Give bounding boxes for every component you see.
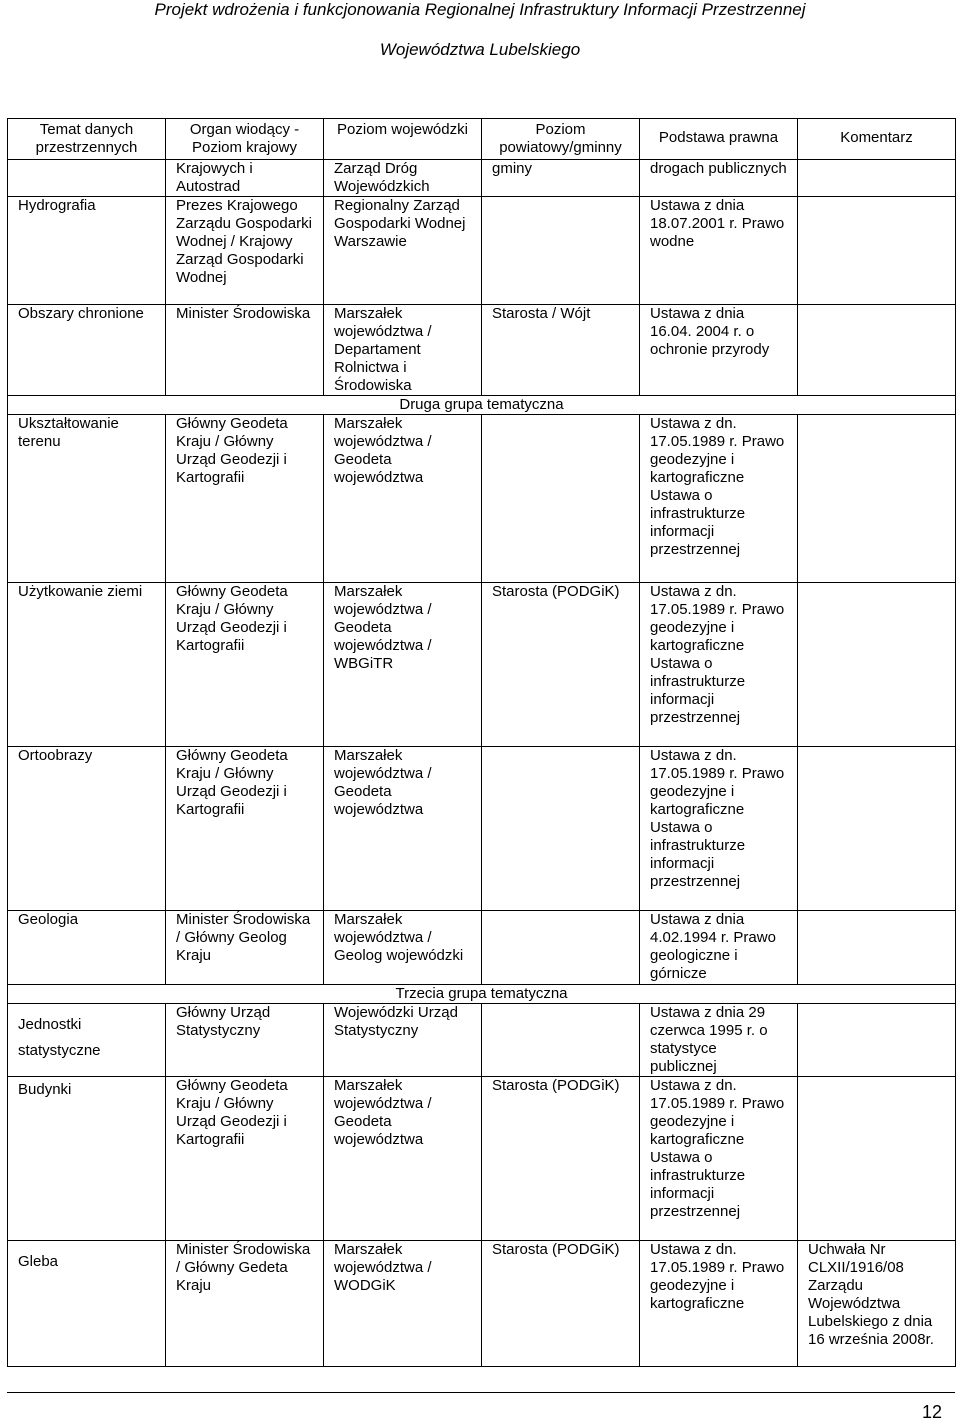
cell-temat: Jednostki statystyczne: [8, 1004, 166, 1077]
cell-wojewodzki: Marszałek województwa / Geodeta województwa: [324, 1077, 482, 1241]
cell-powiatowy: [482, 1004, 640, 1077]
cell-podstawa: Ustawa z dn. 17.05.1989 r. Prawo geodezyjne i kartograficzne Ustawa o infrastrukturze informacji przestrzennej: [640, 747, 798, 911]
cell-komentarz: [798, 415, 956, 583]
cell-podstawa: Ustawa z dnia 16.04. 2004 r. o ochronie przyrody: [640, 305, 798, 396]
cell-wojewodzki: Marszałek województwa / Geodeta województwa: [324, 415, 482, 583]
cell-powiatowy: [482, 747, 640, 911]
cell-podstawa: drogach publicznych: [640, 160, 798, 197]
cell-krajowy: Prezes Krajowego Zarządu Gospodarki Wodnej / Krajowy Zarząd Gospodarki Wodnej: [166, 197, 324, 305]
cell-komentarz: [798, 197, 956, 305]
table-row: [8, 911, 956, 985]
cell-temat: Budynki: [8, 1077, 166, 1241]
cell-temat: [8, 160, 166, 197]
cell-powiatowy: Starosta / Wójt: [482, 305, 640, 396]
header-region-title: Województwa Lubelskiego: [379, 40, 581, 59]
cell-powiatowy: Starosta (PODGiK): [482, 1241, 640, 1367]
cell-wojewodzki: Marszałek województwa / Geolog wojewódzki: [324, 911, 482, 985]
cell-wojewodzki: Marszałek województwa / Geodeta województwa: [324, 747, 482, 911]
cell-krajowy: Minister Środowiska / Główny Gedeta Kraju: [166, 1241, 324, 1367]
table-row: [8, 305, 956, 396]
cell-podstawa: Ustawa z dnia 4.02.1994 r. Prawo geologiczne i górnicze: [640, 911, 798, 985]
cell-powiatowy: Starosta (PODGiK): [482, 583, 640, 747]
col-header-krajowy: Organ wiodący - Poziom krajowy: [166, 119, 324, 160]
cell-wojewodzki: Marszałek województwa / WODGiK: [324, 1241, 482, 1367]
table-row: [8, 197, 956, 305]
cell-powiatowy: [482, 415, 640, 583]
cell-wojewodzki: Regionalny Zarząd Gospodarki Wodnej Warszawie: [324, 197, 482, 305]
table-header-row: [8, 119, 956, 160]
cell-podstawa: Ustawa z dn. 17.05.1989 r. Prawo geodezyjne i kartograficzne Ustawa o infrastrukturze informacji przestrzennej: [640, 1077, 798, 1241]
cell-temat: Geologia: [8, 911, 166, 985]
cell-krajowy: Główny Geodeta Kraju / Główny Urząd Geodezji i Kartografii: [166, 1077, 324, 1241]
cell-krajowy: Główny Urząd Statystyczny: [166, 1004, 324, 1077]
col-header-komentarz: Komentarz: [798, 119, 956, 160]
cell-temat: Ortoobrazy: [8, 747, 166, 911]
header-project-title: Projekt wdrożenia i funkcjonowania Regionalnej Infrastruktury Informacji Przestrzennej: [154, 0, 806, 19]
footer-divider: [7, 1392, 955, 1393]
col-header-wojewodzki: Poziom wojewódzki: [324, 119, 482, 160]
cell-podstawa: Ustawa z dn. 17.05.1989 r. Prawo geodezyjne i kartograficzne Ustawa o infrastrukturze informacji przestrzennej: [640, 415, 798, 583]
table-row: [8, 583, 956, 747]
cell-wojewodzki: Marszałek województwa / Departament Rolnictwa i Środowiska: [324, 305, 482, 396]
cell-temat: Obszary chronione: [8, 305, 166, 396]
cell-komentarz: [798, 1077, 956, 1241]
cell-krajowy: Minister Środowiska: [166, 305, 324, 396]
cell-komentarz: [798, 160, 956, 197]
cell-temat: Użytkowanie ziemi: [8, 583, 166, 747]
cell-powiatowy: Starosta (PODGiK): [482, 1077, 640, 1241]
group-title-3: Trzecia grupa tematyczna: [8, 985, 956, 1004]
table-row: [8, 1077, 956, 1241]
cell-komentarz: [798, 747, 956, 911]
col-header-powiatowy: Poziom powiatowy/gminny: [482, 119, 640, 160]
cell-podstawa: Ustawa z dn. 17.05.1989 r. Prawo geodezyjne i kartograficzne: [640, 1241, 798, 1367]
cell-powiatowy: [482, 911, 640, 985]
cell-krajowy: Minister Środowiska / Główny Geolog Kraju: [166, 911, 324, 985]
cell-krajowy: Główny Geodeta Kraju / Główny Urząd Geodezji i Kartografii: [166, 747, 324, 911]
col-header-podstawa: Podstawa prawna: [640, 119, 798, 160]
cell-podstawa: Ustawa z dnia 18.07.2001 r. Prawo wodne: [640, 197, 798, 305]
cell-komentarz: [798, 305, 956, 396]
table-row: [8, 1241, 956, 1367]
col-header-temat: Temat danych przestrzennych: [8, 119, 166, 160]
table-row: [8, 1004, 956, 1077]
group-row: [8, 396, 956, 415]
cell-krajowy: Krajowych i Autostrad: [166, 160, 324, 197]
cell-wojewodzki: Zarząd Dróg Wojewódzkich: [324, 160, 482, 197]
cell-temat: Gleba: [8, 1241, 166, 1367]
cell-podstawa: Ustawa z dn. 17.05.1989 r. Prawo geodezyjne i kartograficzne Ustawa o infrastrukturze informacji przestrzennej: [640, 583, 798, 747]
page-number: 12: [921, 1402, 942, 1422]
cell-komentarz: [798, 583, 956, 747]
cell-temat: Ukształtowanie terenu: [8, 415, 166, 583]
data-table: [7, 118, 956, 1367]
cell-krajowy: Główny Geodeta Kraju / Główny Urząd Geodezji i Kartografii: [166, 415, 324, 583]
table-row: [8, 747, 956, 911]
group-title-2: Druga grupa tematyczna: [8, 396, 956, 415]
cell-komentarz: [798, 1004, 956, 1077]
cell-wojewodzki: Marszałek województwa / Geodeta województwa / WBGiTR: [324, 583, 482, 747]
cell-komentarz: Uchwała Nr CLXII/1916/08 Zarządu Województwa Lubelskiego z dnia 16 września 2008r.: [798, 1241, 956, 1367]
cell-podstawa: Ustawa z dnia 29 czerwca 1995 r. o statystyce publicznej: [640, 1004, 798, 1077]
cell-krajowy: Główny Geodeta Kraju / Główny Urząd Geodezji i Kartografii: [166, 583, 324, 747]
cell-powiatowy: gminy: [482, 160, 640, 197]
cell-wojewodzki: Wojewódzki Urząd Statystyczny: [324, 1004, 482, 1077]
table-row: [8, 160, 956, 197]
cell-powiatowy: [482, 197, 640, 305]
table-row: [8, 415, 956, 583]
group-row: [8, 985, 956, 1004]
cell-komentarz: [798, 911, 956, 985]
cell-temat: Hydrografia: [8, 197, 166, 305]
